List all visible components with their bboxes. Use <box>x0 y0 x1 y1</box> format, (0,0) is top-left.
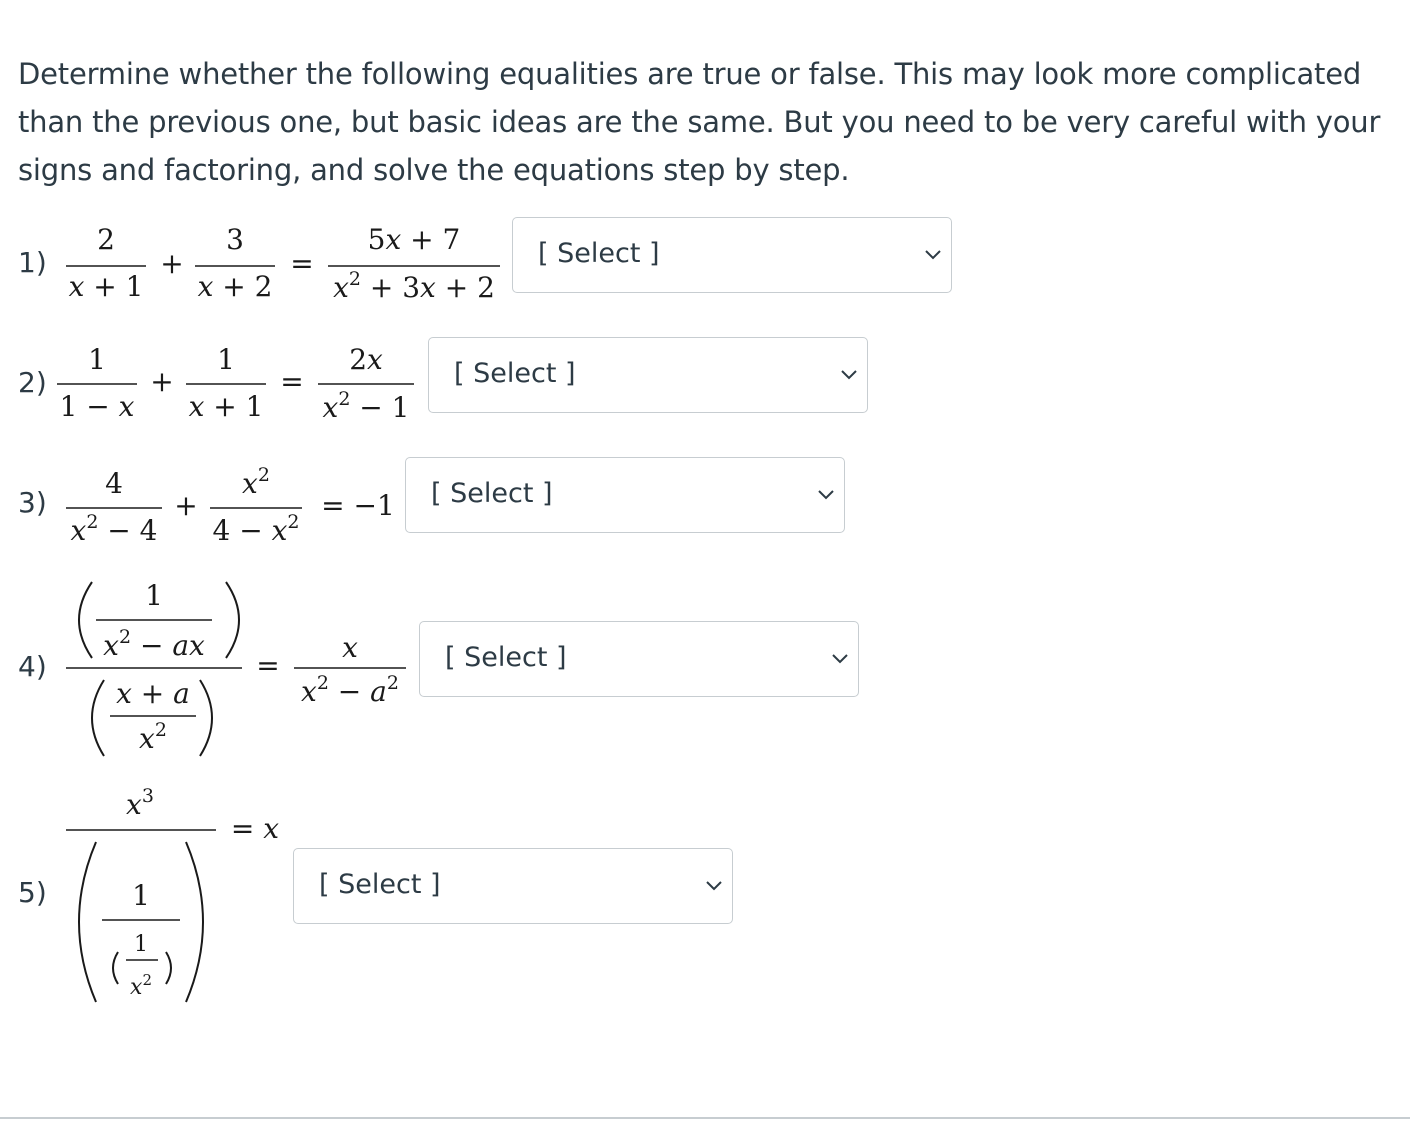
question-number-4: 4) <box>18 650 47 683</box>
svg-text:1: 1 <box>88 343 106 376</box>
svg-text:x2 − a2: $x^2 - a^2$ <box>301 672 399 708</box>
svg-text:= x: = x <box>230 812 280 845</box>
instructions-text: Determine whether the following equalities are true or false. This may look more complicated than the previous one, but basic ideas are the same. But you need to be very careful with your signs and factoring, and solve the equations step by step. <box>18 57 1381 187</box>
svg-text:x2: $x^2$ <box>139 719 167 755</box>
svg-text:x + a: x + a <box>116 677 190 710</box>
answer-select-2[interactable] <box>428 337 868 413</box>
svg-text:4 − x2: $4 - x^2$ <box>212 511 300 547</box>
equation-1 <box>66 223 500 304</box>
svg-text:x + 1: x + 1 <box>68 270 144 303</box>
svg-text:x: x <box>342 631 358 664</box>
chevron-down-icon <box>816 484 836 504</box>
chevron-down-icon <box>923 244 943 264</box>
svg-text:+: + <box>150 365 174 398</box>
svg-text:x + 2: x + 2 <box>197 270 273 303</box>
svg-text:x2: $x^2$ <box>242 464 270 500</box>
svg-text:1: 1 <box>217 343 235 376</box>
svg-text:1 − x: 1 − x <box>59 390 135 423</box>
svg-text:2: 2 <box>97 223 115 256</box>
answer-select-5[interactable] <box>293 848 733 924</box>
equation-2 <box>57 343 414 424</box>
equation-4 <box>66 579 406 756</box>
svg-text:x2 − ax: $x^2$ − ax <box>103 626 205 662</box>
svg-text:=: = <box>280 365 304 398</box>
svg-text:x2 + 3x + 2: $x^2 + 3x + 2$ <box>333 268 495 304</box>
chevron-down-icon <box>839 364 859 384</box>
answer-select-1[interactable] <box>512 217 952 293</box>
chevron-down-icon <box>830 648 850 668</box>
question-number-3: 3) <box>18 486 47 519</box>
svg-text:x2 − 1: $x^2 - 1$ <box>322 388 410 424</box>
question-number-1: 1) <box>18 246 47 279</box>
answer-select-1-label: [ Select ] <box>538 238 660 269</box>
svg-text:+: + <box>160 247 184 280</box>
answer-select-3-label: [ Select ] <box>431 478 553 509</box>
equation-3 <box>66 464 395 547</box>
svg-text:= −1: = −1 <box>321 489 395 522</box>
svg-text:5x + 7: 5x + 7 <box>367 223 461 256</box>
svg-text:2x: 2x <box>349 343 383 376</box>
answer-select-4-label: [ Select ] <box>445 642 567 673</box>
answer-select-2-label: [ Select ] <box>454 358 576 389</box>
answer-select-3[interactable] <box>405 457 845 533</box>
answer-select-4[interactable] <box>419 621 859 697</box>
svg-text:x2 − 4: $x^2 - 4$ <box>70 511 158 547</box>
svg-text:4: 4 <box>105 467 123 500</box>
svg-text:1: 1 <box>134 932 148 957</box>
svg-text:x + 1: x + 1 <box>188 390 264 423</box>
question-number-2: 2) <box>18 366 47 399</box>
svg-text:+: + <box>174 489 198 522</box>
chevron-down-icon <box>704 875 724 895</box>
answer-select-5-label: [ Select ] <box>319 869 441 900</box>
svg-text:x2: $x^2$ <box>130 971 152 1000</box>
equation-5 <box>66 785 279 1002</box>
svg-text:x3: $x^3$ <box>126 785 154 821</box>
svg-text:1: 1 <box>132 879 150 912</box>
svg-text:=: = <box>290 247 314 280</box>
svg-text:1: 1 <box>145 579 163 612</box>
svg-text:=: = <box>256 649 280 682</box>
svg-text:3: 3 <box>226 223 244 256</box>
bottom-divider <box>0 1117 1410 1119</box>
question-number-5: 5) <box>18 876 47 909</box>
